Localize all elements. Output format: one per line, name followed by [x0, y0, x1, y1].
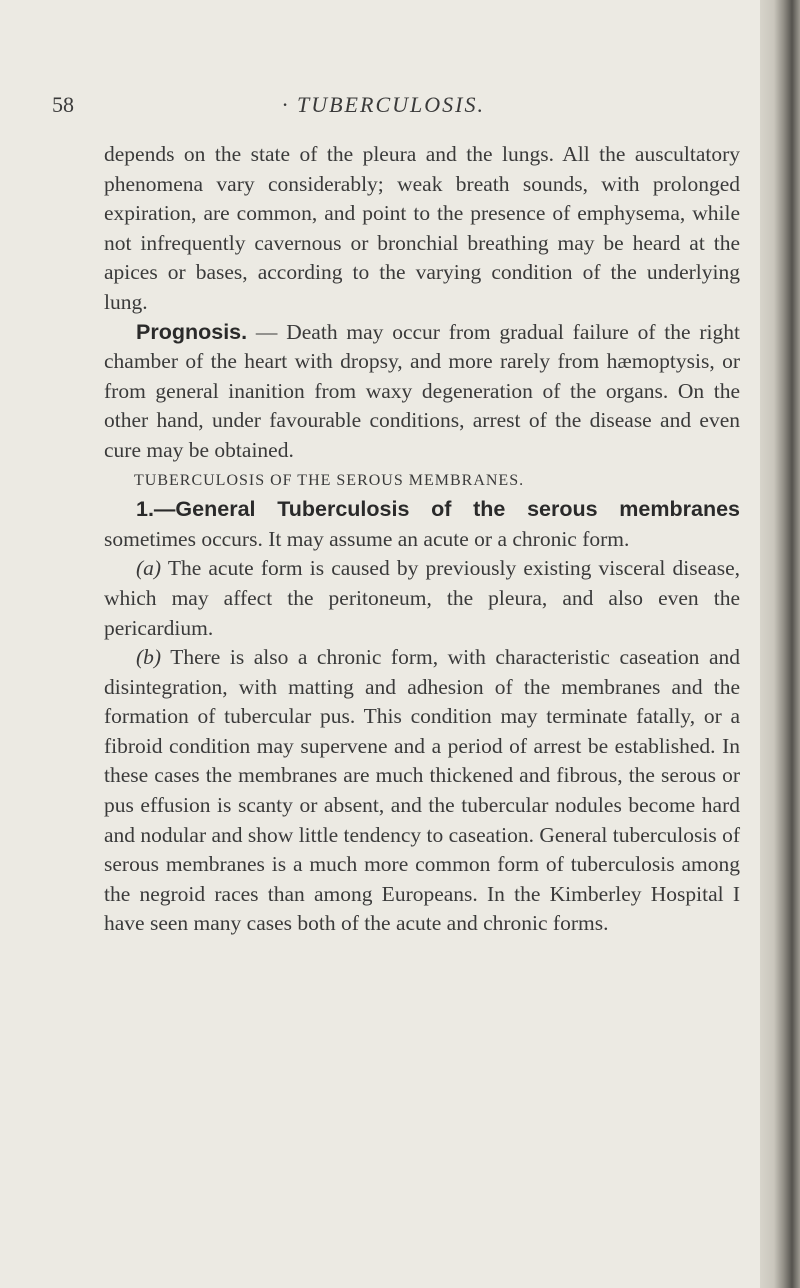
paragraph-auscultation: depends on the state of the pleura and the lungs. All the auscultatory phenomena vary considerably; weak breath sounds, with prolonged expiration, are common, and point to the presence of emphysema, while not infrequently cavernous or bronchial breathing may be heard at the apices or bases, according to the varying condition of the underlying lung.: [104, 142, 740, 314]
page-number: 58: [52, 92, 74, 117]
running-head: · TUBERCULOSIS.: [282, 92, 485, 117]
chronic-form-label: (b): [136, 645, 162, 670]
general-tuberculosis-heading: 1.—General Tuberculosis of the serous membranes: [136, 497, 740, 522]
paragraph-chronic-form: [104, 643, 740, 939]
general-tuberculosis-text: sometimes occurs. It may assume an acute or a chronic form.: [104, 526, 630, 551]
prognosis-text: — Death may occur from gradual failure of the right chamber of the heart with dropsy, and more rarely from hæmoptysis, or from general inanition from waxy degeneration of the organs. On the other hand, under favourable conditions, arrest of the disease and even cure may be obtained.: [104, 319, 740, 462]
paragraph-acute-form: [104, 554, 740, 643]
paragraph-general-tuberculosis: [104, 495, 740, 554]
body-text: [104, 140, 740, 939]
chronic-form-text: There is also a chronic form, with characteristic caseation and disintegration, with matting and adhesion of the membranes and the formation of tubercular pus. This condition may terminate fatally, or a fibroid condition may supervene and a period of arrest be established. In these cases the membranes are much thickened and fibrous, the serous or pus effusion is scanty or absent, and the tubercular nodules become hard and nodular and show little tendency to caseation. General tuberculosis of serous membranes is a much more common form of tuberculosis among the negroid races than among Europeans. In the Kimberley Hospital I have seen many cases both of the acute and chronic forms.: [104, 645, 740, 936]
acute-form-text: The acute form is caused by previously existing visceral disease, which may affect the peritoneum, the pleura, and also even the pericardium.: [104, 556, 740, 640]
acute-form-label: (a): [136, 556, 162, 581]
section-heading: TUBERCULOSIS OF THE SEROUS MEMBRANES.: [134, 471, 525, 489]
page-edge: [760, 0, 800, 1288]
prognosis-heading: Prognosis.: [136, 319, 248, 344]
paragraph-prognosis: [104, 318, 740, 466]
page-header: [52, 92, 752, 126]
